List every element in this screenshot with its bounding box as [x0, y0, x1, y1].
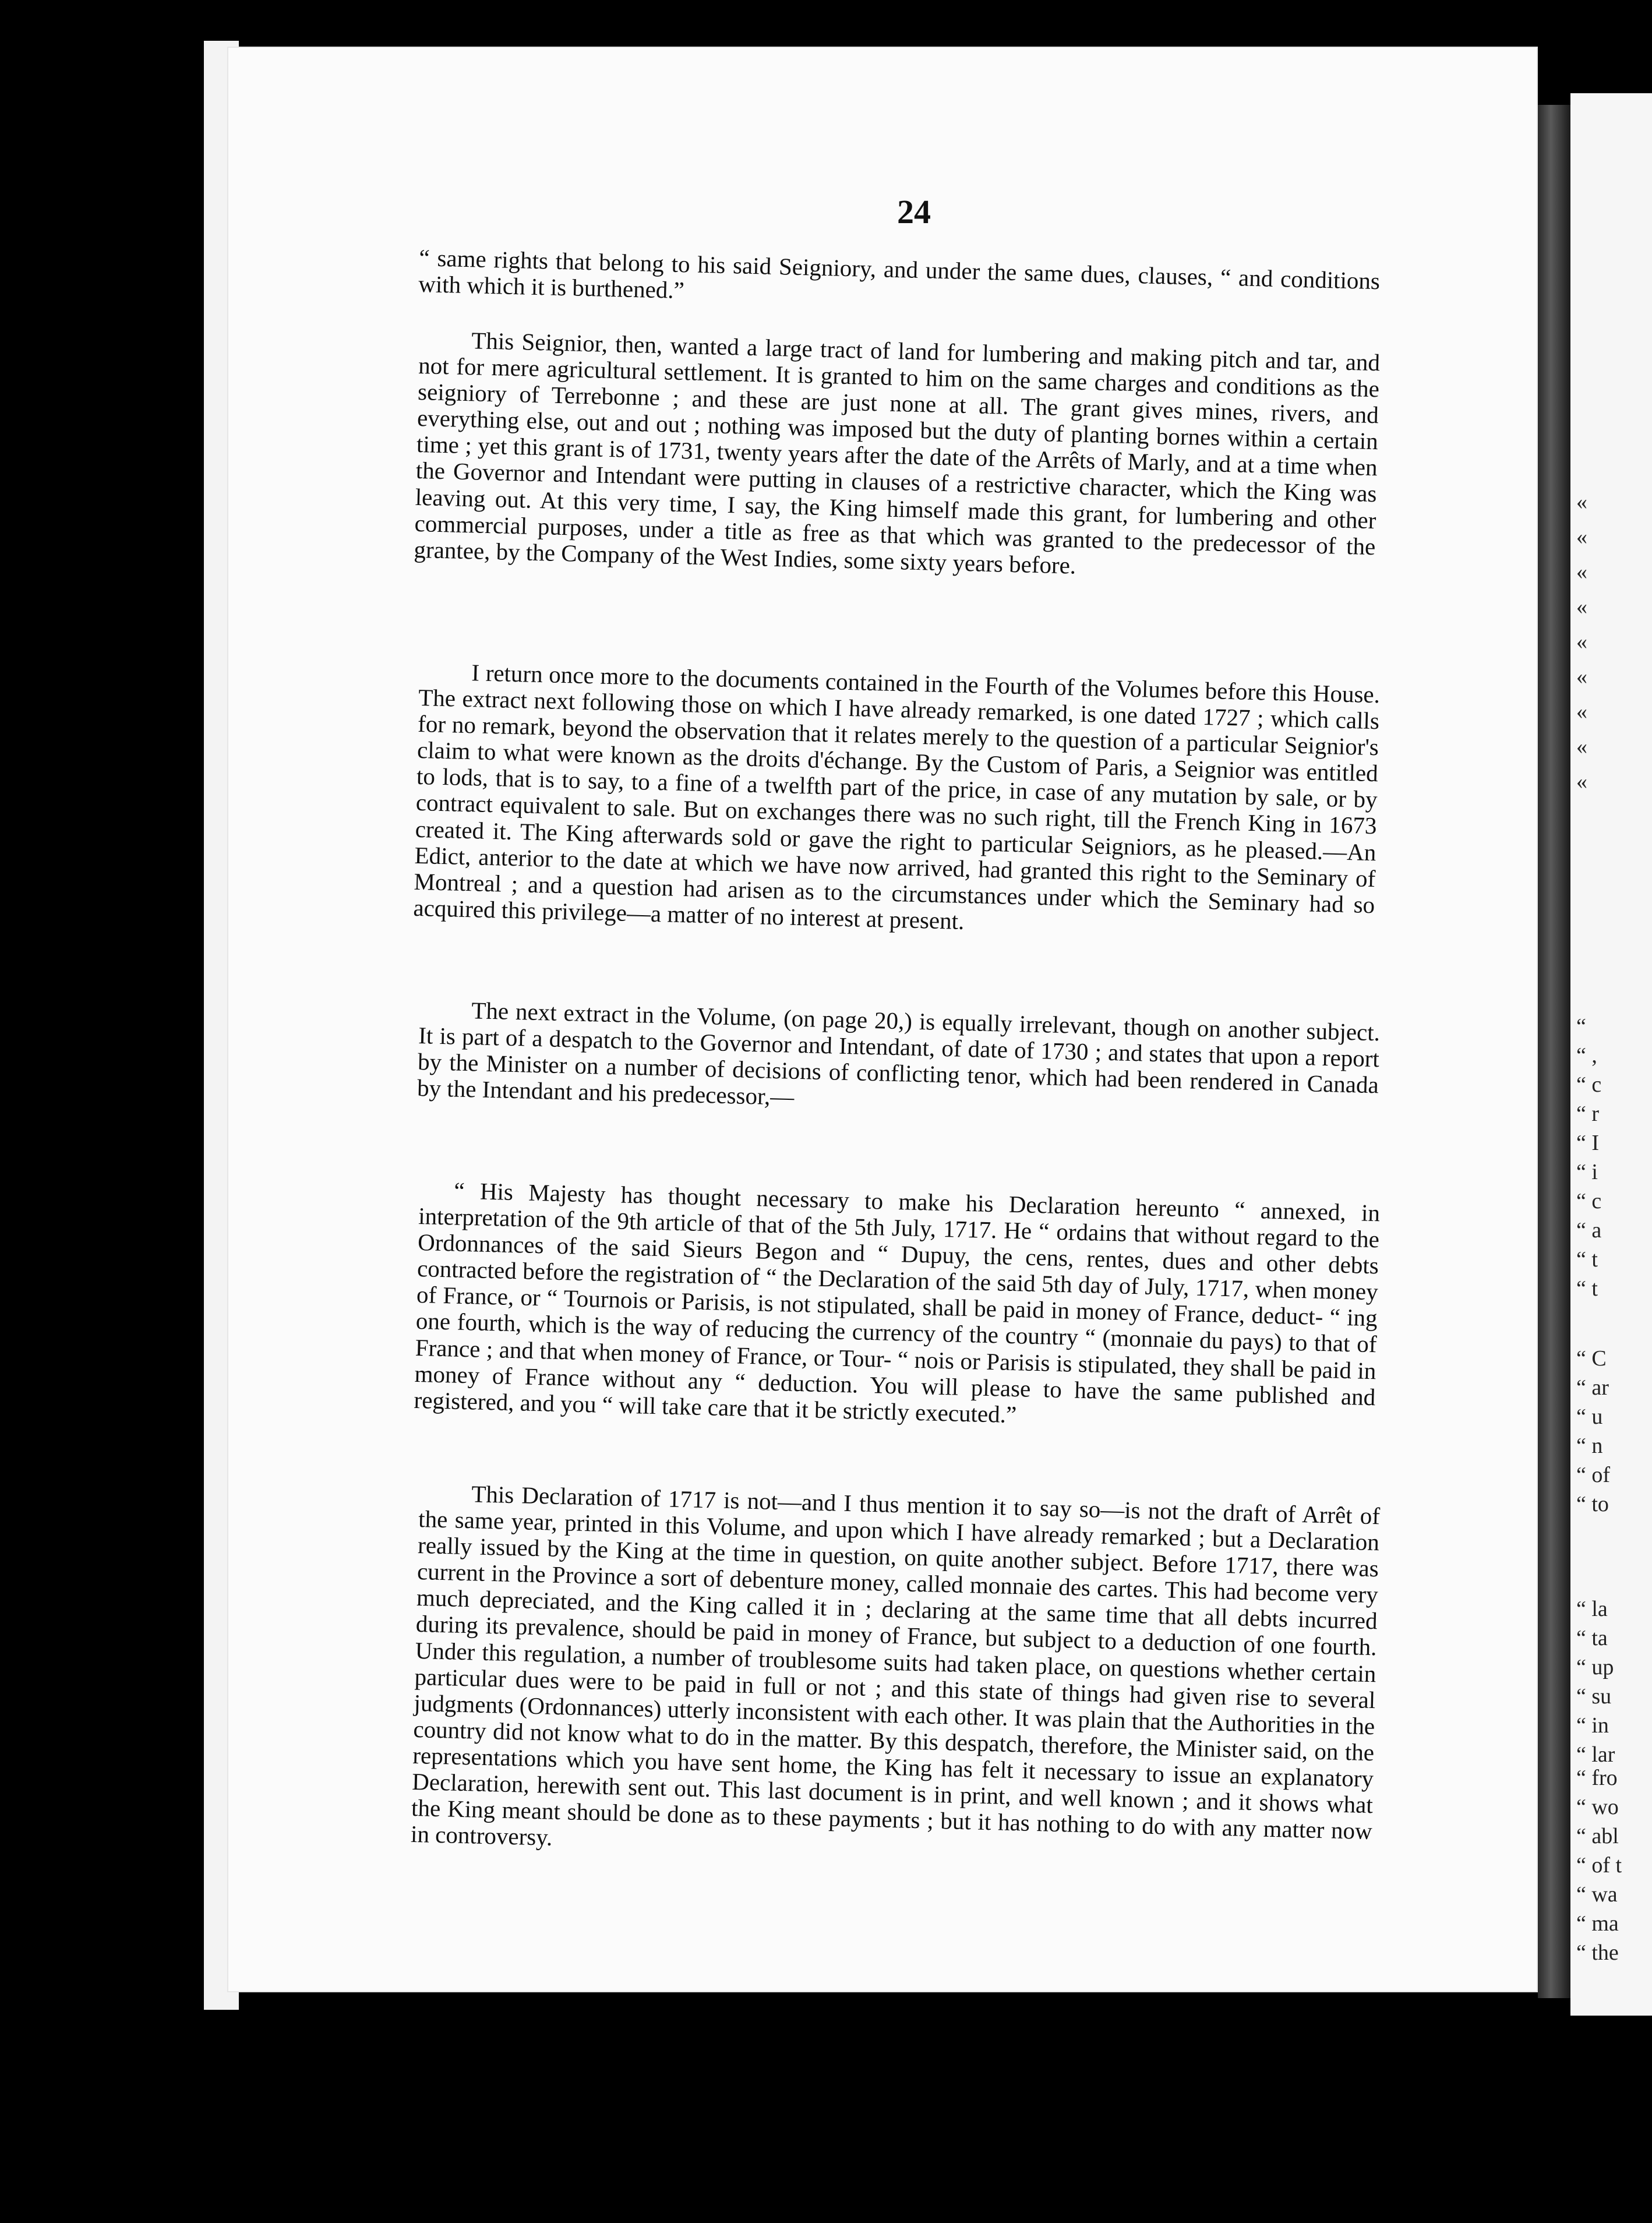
next-page-line-fragment: “	[1576, 1014, 1586, 1039]
next-page-line-fragment: «	[1576, 595, 1587, 619]
next-page-line-fragment: “ wa	[1576, 1882, 1618, 1907]
next-page-line-fragment: “ fro	[1576, 1766, 1618, 1790]
block-quote: “ His Majesty has thought necessary to make his Declaration hereunto “ annexed, in interpretation of the 9th article of that of the 5th July, 1717. He “ ordains that without regard to the Ordonnances of the said Sieurs Begon and “ Dupuy, the cens, rentes, dues and other debts contracted before the registration of “ the Declaration of the said 5th day of July, 1717, when money of France, or “ Tournois or Parisis, is not stipulated, shall be paid in money of France, deduct- “ ing one fourth, which is the way of reducing the currency of the country “ (monnaie du pays) to that of France ; and that when money of France, or Tour- “ nois or Parisis is stipulated, they shall be paid in money of France without any “ deduction. You will please to have the same published and registered, and you “ will take care that it be strictly executed.”	[414, 1177, 1381, 1428]
next-page-line-fragment: «	[1576, 700, 1587, 724]
next-page-line-fragment: “ ma	[1576, 1911, 1619, 1936]
paragraph: The next extract in the Volume, (on page 20,) is equally irrelevant, though on another subject. It is part of a despatch to the Governor and Intendant, of date of 1730 ; and states that upon a report by the Minister on a number of decisions of conflicting tenor, which had been rendered in Canada by the Intendant and his predecessor,—	[416, 997, 1381, 1111]
next-page-line-fragment: “ I	[1576, 1131, 1600, 1155]
next-page-line-fragment: “ la	[1576, 1597, 1608, 1621]
next-page-line-fragment: «	[1576, 735, 1587, 759]
next-page-line-fragment: “ lar	[1576, 1742, 1615, 1767]
next-page-line-fragment: “ i	[1576, 1160, 1598, 1184]
next-page-line-fragment: “ a	[1576, 1218, 1602, 1243]
next-page-line-fragment: “ t	[1576, 1247, 1598, 1272]
next-page-line-fragment: “ C	[1576, 1346, 1607, 1371]
next-page-line-fragment: «	[1576, 560, 1587, 584]
next-page-line-fragment: «	[1576, 525, 1587, 549]
next-page-line-fragment: “ c	[1576, 1189, 1602, 1213]
paragraph: I return once more to the documents contained in the Fourth of the Volumes before this House. The extract next following those on which I have already remarked, is one dated 1727 ; which calls for no remark, beyond the observation that it relates merely to the question of a particular Seignior's claim to what were known as the droits d'échange. By the Custom of Paris, a Seignior was entitled to lods, that is to say, to a fine of a twelfth part of the price, in case of any mutation by sale, or by contract equivalent to sale. But on exchanges there was no such right, till the French King in 1673 created it. The King afterwards sold or gave the right to particular Seigniors, as he pleased.—An Edict, anterior to the date at which we have now arrived, had granted this right to the Seminary of Montreal ; and a question had arisen as to the circumstances under which the Seminary had so acquired this privilege—a matter of no interest at present.	[412, 659, 1381, 934]
next-page-line-fragment: “ in	[1576, 1713, 1609, 1738]
paragraph: “ same rights that belong to his said Seigniory, and under the same dues, clauses, “ and conditions with which it is burthened.”	[418, 244, 1381, 304]
next-page-line-fragment: “ n	[1576, 1434, 1603, 1458]
next-page-line-fragment: “ wo	[1576, 1795, 1619, 1819]
next-page-line-fragment: “ ,	[1576, 1043, 1597, 1068]
next-page-line-fragment: “ up	[1576, 1655, 1614, 1679]
next-page-line-fragment: “ to	[1576, 1492, 1609, 1516]
next-page-line-fragment: “ u	[1576, 1405, 1603, 1429]
next-page-line-fragment: “ of t	[1576, 1853, 1622, 1878]
paragraph: This Declaration of 1717 is not—and I thus mention it to say so—is not the draft of Arrêt of the same year, printed in this Volume, and upon which I have already remarked ; but a Declaration really issued by the King at the time in question, on quite another subject. Before 1717, there was current in the Province a sort of debenture money, called monnaie des cartes. This had become very much depreciated, and the King called it in ; declaring at the same time that all debts incurred during its prevalence, should be paid in money of France, but subject to a deduction of one fourth. Under this regulation, a number of troublesome suits had taken place, on questions whether certain particular dues were to be paid in full or not ; and this state of things had given rise to several judgments (Ordonnances) utterly inconsistent with each other. It was plain that the Authorities in the country did not know what to do in the matter. By this despatch, therefore, the Minister said, on the representations which you have sent home, the King has felt it necessary to issue an explanatory Declaration, herewith sent out. This last document is in print, and well known ; and it shows what the King meant should be done as to these payments ; but it has nothing to do with any matter now in controversy.	[410, 1480, 1381, 1851]
paragraph-fourth-volume	[413, 658, 1381, 944]
next-page-line-fragment: “ the	[1576, 1940, 1619, 1965]
next-page-fragment	[1570, 93, 1652, 2016]
next-page-line-fragment: “ t	[1576, 1276, 1598, 1301]
next-page-line-fragment: «	[1576, 665, 1587, 689]
paragraph: This Seignior, then, wanted a large tract of land for lumbering and making pitch and tar, and not for mere agricultural settlement. It is granted to him on the same charges and conditions as the seigniory of Terrebonne ; and these are just none at all. The grant gives mines, rivers, and everything else, out and out ; nothing was imposed but the duty of planting bornes within a certain time ; yet this grant is of 1731, twenty years after the date of the Arrêts of Marly, and at a time when the Governor and Intendant were putting in clauses of a restrictive character, which the King was leaving out. At this very time, I say, the King himself made this grant, for lumbering and other commercial purposes, under a title as free as that which was granted to the predecessor of the grantee, by the Company of the West Indies, some sixty years before.	[414, 327, 1381, 579]
page-number: 24	[897, 193, 931, 231]
book-spine	[1538, 105, 1570, 1998]
paragraph-seignior-grant	[414, 326, 1380, 586]
block-quote-his-majesty	[414, 1177, 1380, 1437]
next-page-line-fragment: “ ar	[1576, 1375, 1609, 1400]
next-page-line-fragment: “ su	[1576, 1684, 1612, 1709]
next-page-line-fragment: “ of	[1576, 1463, 1611, 1487]
next-page-line-fragment: «	[1576, 770, 1587, 794]
next-page-line-fragment: “ c	[1576, 1072, 1602, 1097]
next-page-line-fragment: “ r	[1576, 1102, 1600, 1126]
next-page-line-fragment: “ ta	[1576, 1626, 1608, 1650]
next-page-line-fragment: «	[1576, 630, 1587, 654]
next-page-line-fragment: “ abl	[1576, 1824, 1619, 1848]
paragraph-declaration-1717	[411, 1480, 1381, 1871]
next-page-line-fragment: «	[1576, 490, 1587, 514]
